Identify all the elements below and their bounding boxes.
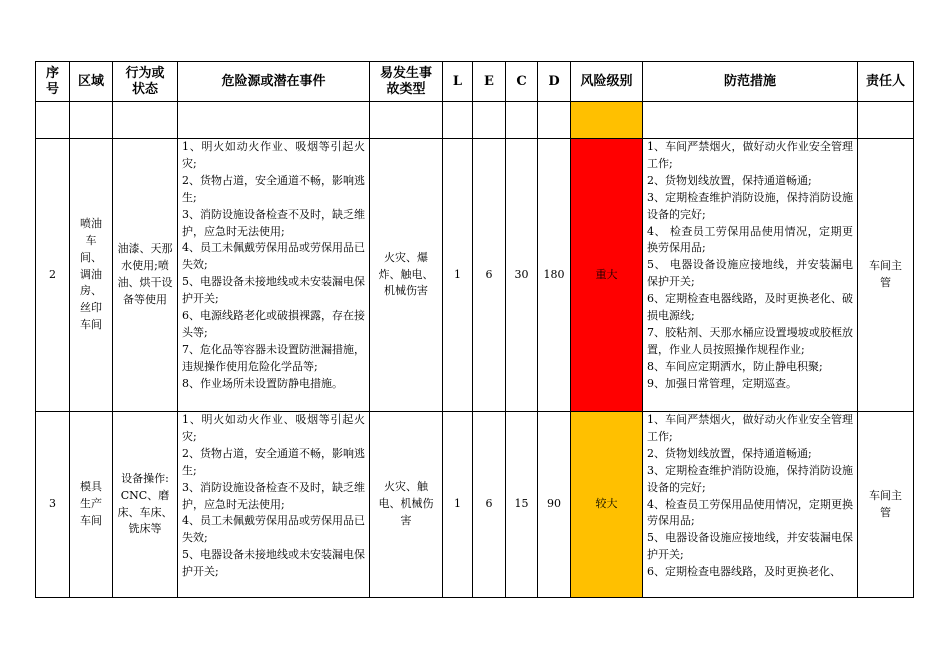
measure-item: 4、检查员工劳保用品使用情况，定期更换劳保用品; bbox=[647, 497, 853, 528]
empty-cell bbox=[178, 102, 370, 139]
row-c: 30 bbox=[506, 139, 538, 412]
row-owner: 车间主管 bbox=[858, 139, 914, 412]
empty-cell bbox=[858, 102, 914, 139]
header-hazard: 危险源或潜在事件 bbox=[178, 62, 370, 102]
measure-item: 5、电器设备设施应接地线，并安装漏电保护开关; bbox=[647, 531, 853, 562]
table-row bbox=[36, 139, 914, 412]
table-row bbox=[36, 412, 914, 598]
hazard-item: 3、消防设施设备检查不及时，缺乏维护，应急时无法使用; bbox=[182, 207, 365, 238]
header-risk-level: 风险级别 bbox=[571, 62, 643, 102]
row-e: 6 bbox=[473, 139, 506, 412]
hazard-item: 1、明火如动火作业、吸烟等引起火灾; bbox=[182, 140, 365, 170]
empty-row bbox=[36, 102, 914, 139]
measure-item: 3、定期检查维护消防设施，保持消防设施设备的完好; bbox=[647, 190, 853, 221]
row-l: 1 bbox=[443, 139, 473, 412]
row-l: 1 bbox=[443, 412, 473, 598]
hazard-item: 2、货物占道，安全通道不畅，影响逃生; bbox=[182, 446, 365, 477]
row-seq: 3 bbox=[36, 412, 70, 598]
row-measures bbox=[643, 412, 858, 598]
empty-cell bbox=[473, 102, 506, 139]
row-seq: 2 bbox=[36, 139, 70, 412]
risk-assessment-table bbox=[35, 61, 914, 598]
header-area: 区域 bbox=[70, 62, 113, 102]
measure-item: 1、车间严禁烟火，做好动火作业安全管理工作; bbox=[647, 140, 853, 170]
row-hazards bbox=[178, 139, 370, 412]
row-accident-type: 火灾、触电、机械伤害 bbox=[370, 412, 443, 598]
row-c: 15 bbox=[506, 412, 538, 598]
row-risk-level: 较大 bbox=[571, 412, 643, 598]
hazard-item: 5、电器设备未接地线或未安装漏电保护开关; bbox=[182, 548, 365, 579]
measure-item: 2、货物划线放置，保持通道畅通; bbox=[647, 446, 812, 460]
measure-item: 4、 检查员工劳保用品使用情况，定期更换劳保用品; bbox=[647, 224, 853, 255]
measure-item: 9、加强日常管理，定期巡查。 bbox=[647, 376, 797, 390]
row-hazards bbox=[178, 412, 370, 598]
empty-cell bbox=[36, 102, 70, 139]
row-d: 90 bbox=[538, 412, 571, 598]
empty-cell bbox=[70, 102, 113, 139]
empty-cell bbox=[643, 102, 858, 139]
measure-item: 6、定期检查电器线路，及时更换老化、破损电源线; bbox=[647, 292, 853, 323]
hazard-item: 8、作业场所未设置防静电措施。 bbox=[182, 376, 343, 390]
row-e: 6 bbox=[473, 412, 506, 598]
measure-item: 5、 电器设备设施应接地线，并安装漏电保护开关; bbox=[647, 258, 853, 289]
hazard-item: 5、电器设备未接地线或未安装漏电保护开关; bbox=[182, 275, 365, 306]
row-risk-level: 重大 bbox=[571, 139, 643, 412]
hazard-item: 7、危化品等容器未设置防泄漏措施，违规操作使用危险化学品等; bbox=[182, 342, 365, 373]
measure-item: 6、定期检查电器线路，及时更换老化、 bbox=[647, 565, 841, 579]
hazard-item: 4、员工未佩戴劳保用品或劳保用品已失效; bbox=[182, 514, 365, 545]
header-owner: 责任人 bbox=[858, 62, 914, 102]
hazard-item: 4、员工未佩戴劳保用品或劳保用品已失效; bbox=[182, 241, 365, 272]
row-behavior: 设备操作: CNC、磨床、车床、铣床等 bbox=[113, 412, 178, 598]
row-behavior: 油漆、天那水使用;喷油、烘干设备等使用 bbox=[113, 139, 178, 412]
row-accident-type: 火灾、爆炸、触电、机械伤害 bbox=[370, 139, 443, 412]
empty-cell bbox=[370, 102, 443, 139]
hazard-item: 2、货物占道，安全通道不畅，影响逃生; bbox=[182, 173, 365, 204]
header-l: L bbox=[443, 62, 473, 102]
hazard-item: 3、消防设施设备检查不及时，缺乏维护，应急时无法使用; bbox=[182, 480, 365, 511]
empty-cell bbox=[506, 102, 538, 139]
empty-cell bbox=[538, 102, 571, 139]
header-accident-type: 易发生事故类型 bbox=[370, 62, 443, 102]
hazard-item: 1、明火如动火作业、吸烟等引起火灾; bbox=[182, 413, 365, 443]
measure-item: 7、胶粘剂、天那水桶应设置墁坡或胶框放置，作业人员按照操作规程作业; bbox=[647, 325, 853, 356]
header-row bbox=[36, 62, 914, 102]
row-owner: 车间主管 bbox=[858, 412, 914, 598]
measure-item: 3、定期检查维护消防设施，保持消防设施设备的完好; bbox=[647, 463, 853, 494]
empty-cell bbox=[443, 102, 473, 139]
row-d: 180 bbox=[538, 139, 571, 412]
measure-item: 8、车间应定期洒水，防止静电积聚; bbox=[647, 359, 823, 373]
header-e: E bbox=[473, 62, 506, 102]
header-seq: 序号 bbox=[36, 62, 70, 102]
row-measures bbox=[643, 139, 858, 412]
empty-cell bbox=[113, 102, 178, 139]
measure-item: 1、车间严禁烟火，做好动火作业安全管理工作; bbox=[647, 413, 853, 443]
header-behavior: 行为或状态 bbox=[113, 62, 178, 102]
header-d: D bbox=[538, 62, 571, 102]
header-measures: 防范措施 bbox=[643, 62, 858, 102]
header-c: C bbox=[506, 62, 538, 102]
row-area: 喷油车间、调油房、丝印车间 bbox=[70, 139, 113, 412]
measure-item: 2、货物划线放置，保持通道畅通; bbox=[647, 173, 812, 187]
hazard-item: 6、电源线路老化或破損裸露，存在接头等; bbox=[182, 309, 365, 339]
row-area: 模具生产车间 bbox=[70, 412, 113, 598]
empty-risk-cell bbox=[571, 102, 643, 139]
